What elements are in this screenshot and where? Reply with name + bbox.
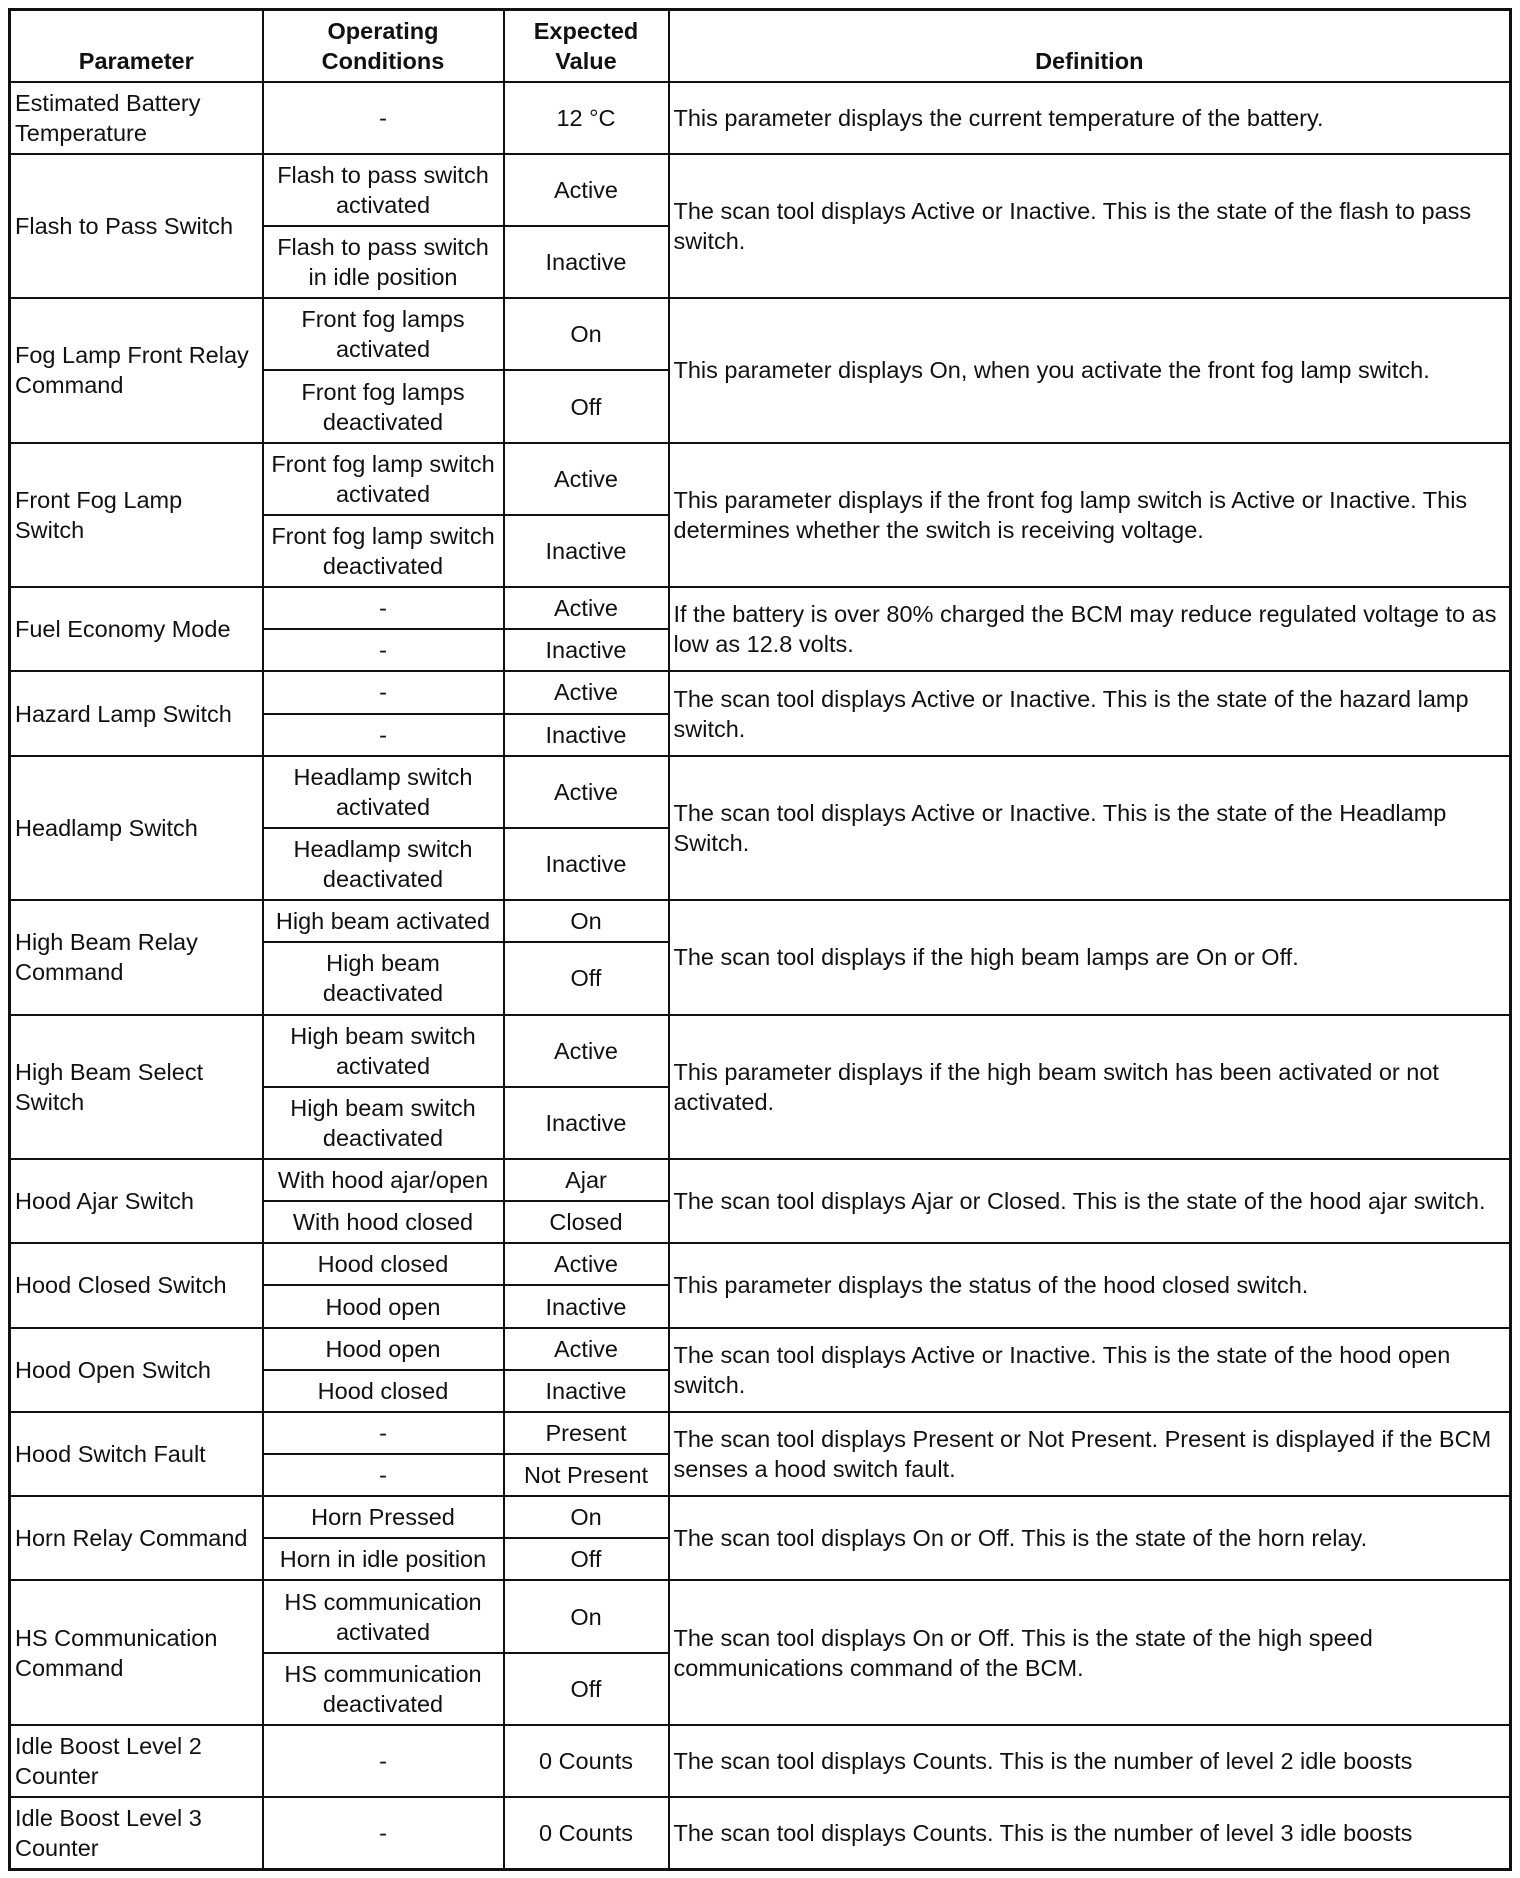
parameter-cell: HS Communication Command (10, 1580, 263, 1724)
table-row (10, 900, 1511, 942)
expected-value-cell: Active (504, 671, 669, 713)
expected-value-cell: Off (504, 942, 669, 1014)
definition-cell: The scan tool displays Counts. This is the number of level 3 idle boosts (669, 1797, 1511, 1869)
operating-condition-cell: - (263, 1412, 504, 1454)
operating-condition-cell: High beam switch activated (263, 1015, 504, 1087)
parameter-cell: Hood Closed Switch (10, 1243, 263, 1327)
expected-value-cell: Active (504, 154, 669, 226)
parameter-cell: Hood Switch Fault (10, 1412, 263, 1496)
table-row (10, 443, 1511, 515)
parameter-cell: Headlamp Switch (10, 756, 263, 900)
expected-value-cell: Ajar (504, 1159, 669, 1201)
parameter-cell: Front Fog Lamp Switch (10, 443, 263, 587)
operating-condition-cell: Hood closed (263, 1370, 504, 1412)
expected-value-cell: Inactive (504, 515, 669, 587)
table-row (10, 154, 1511, 226)
operating-condition-cell: Hood closed (263, 1243, 504, 1285)
table-body (10, 82, 1511, 1870)
table-row (10, 671, 1511, 713)
operating-condition-cell: High beam deactivated (263, 942, 504, 1014)
table-row (10, 1015, 1511, 1087)
parameter-cell: Hazard Lamp Switch (10, 671, 263, 755)
expected-value-cell: Active (504, 1015, 669, 1087)
operating-condition-cell: Headlamp switch deactivated (263, 828, 504, 900)
expected-value-cell: 12 °C (504, 82, 669, 154)
operating-condition-cell: Front fog lamps deactivated (263, 370, 504, 442)
definition-cell: The scan tool displays Ajar or Closed. This is the state of the hood ajar switch. (669, 1159, 1511, 1243)
definition-cell: The scan tool displays Counts. This is the number of level 2 idle boosts (669, 1725, 1511, 1797)
operating-condition-cell: Hood open (263, 1328, 504, 1370)
operating-condition-cell: Front fog lamps activated (263, 298, 504, 370)
operating-condition-cell: Hood open (263, 1285, 504, 1327)
table-row (10, 1328, 1511, 1370)
table-header-row (10, 10, 1511, 82)
operating-condition-cell: With hood closed (263, 1201, 504, 1243)
expected-value-cell: Active (504, 1243, 669, 1285)
parameter-cell: Fuel Economy Mode (10, 587, 263, 671)
operating-condition-cell: - (263, 1725, 504, 1797)
parameter-cell: Hood Ajar Switch (10, 1159, 263, 1243)
table-row (10, 1725, 1511, 1797)
table-row (10, 756, 1511, 828)
definition-cell: This parameter displays the status of the hood closed switch. (669, 1243, 1511, 1327)
expected-value-cell: Inactive (504, 1285, 669, 1327)
header-expected-value: Expected Value (504, 10, 669, 82)
expected-value-cell: Present (504, 1412, 669, 1454)
definition-cell: The scan tool displays if the high beam lamps are On or Off. (669, 900, 1511, 1014)
table-row (10, 1797, 1511, 1869)
expected-value-cell: On (504, 1496, 669, 1538)
table-row (10, 1159, 1511, 1201)
operating-condition-cell: - (263, 82, 504, 154)
parameter-cell: Horn Relay Command (10, 1496, 263, 1580)
parameter-cell: Idle Boost Level 2 Counter (10, 1725, 263, 1797)
expected-value-cell: Not Present (504, 1454, 669, 1496)
parameter-cell: Idle Boost Level 3 Counter (10, 1797, 263, 1869)
expected-value-cell: Inactive (504, 226, 669, 298)
table-row (10, 587, 1511, 629)
operating-condition-cell: With hood ajar/open (263, 1159, 504, 1201)
expected-value-cell: Inactive (504, 1087, 669, 1159)
operating-condition-cell: High beam activated (263, 900, 504, 942)
operating-condition-cell: HS communication deactivated (263, 1653, 504, 1725)
parameter-cell: Estimated Battery Temperature (10, 82, 263, 154)
operating-condition-cell: Front fog lamp switch activated (263, 443, 504, 515)
operating-condition-cell: Horn Pressed (263, 1496, 504, 1538)
operating-condition-cell: Headlamp switch activated (263, 756, 504, 828)
header-operating-conditions: Operating Conditions (263, 10, 504, 82)
expected-value-cell: Off (504, 1538, 669, 1580)
expected-value-cell: Active (504, 756, 669, 828)
expected-value-cell: Inactive (504, 629, 669, 671)
expected-value-cell: Closed (504, 1201, 669, 1243)
operating-condition-cell: - (263, 1454, 504, 1496)
definition-cell: If the battery is over 80% charged the BCM may reduce regulated voltage to as low as 12.8 volts. (669, 587, 1511, 671)
table-row (10, 298, 1511, 370)
operating-condition-cell: - (263, 671, 504, 713)
expected-value-cell: Inactive (504, 1370, 669, 1412)
parameter-cell: Hood Open Switch (10, 1328, 263, 1412)
definition-cell: This parameter displays the current temperature of the battery. (669, 82, 1511, 154)
operating-condition-cell: Horn in idle position (263, 1538, 504, 1580)
expected-value-cell: On (504, 1580, 669, 1652)
header-parameter: Parameter (10, 10, 263, 82)
parameter-cell: Flash to Pass Switch (10, 154, 263, 298)
parameter-table (8, 8, 1512, 1871)
definition-cell: The scan tool displays Active or Inactive. This is the state of the flash to pass switch. (669, 154, 1511, 298)
definition-cell: This parameter displays if the front fog lamp switch is Active or Inactive. This determines whether the switch is receiving voltage. (669, 443, 1511, 587)
table-row (10, 1243, 1511, 1285)
expected-value-cell: Active (504, 587, 669, 629)
expected-value-cell: Off (504, 370, 669, 442)
operating-condition-cell: HS communication activated (263, 1580, 504, 1652)
expected-value-cell: Off (504, 1653, 669, 1725)
operating-condition-cell: - (263, 629, 504, 671)
table-row (10, 82, 1511, 154)
operating-condition-cell: Flash to pass switch in idle position (263, 226, 504, 298)
definition-cell: This parameter displays if the high beam switch has been activated or not activated. (669, 1015, 1511, 1159)
definition-cell: The scan tool displays On or Off. This is the state of the horn relay. (669, 1496, 1511, 1580)
expected-value-cell: On (504, 900, 669, 942)
expected-value-cell: 0 Counts (504, 1797, 669, 1869)
parameter-cell: High Beam Relay Command (10, 900, 263, 1014)
operating-condition-cell: - (263, 714, 504, 756)
definition-cell: The scan tool displays Active or Inactive. This is the state of the hood open switch. (669, 1328, 1511, 1412)
operating-condition-cell: High beam switch deactivated (263, 1087, 504, 1159)
header-definition: Definition (669, 10, 1511, 82)
expected-value-cell: On (504, 298, 669, 370)
operating-condition-cell: - (263, 1797, 504, 1869)
definition-cell: The scan tool displays Active or Inactive. This is the state of the hazard lamp switch. (669, 671, 1511, 755)
parameter-cell: High Beam Select Switch (10, 1015, 263, 1159)
definition-cell: The scan tool displays Active or Inactive. This is the state of the Headlamp Switch. (669, 756, 1511, 900)
definition-cell: The scan tool displays On or Off. This is the state of the high speed communications command of the BCM. (669, 1580, 1511, 1724)
expected-value-cell: Inactive (504, 714, 669, 756)
operating-condition-cell: Front fog lamp switch deactivated (263, 515, 504, 587)
table-row (10, 1412, 1511, 1454)
definition-cell: This parameter displays On, when you activate the front fog lamp switch. (669, 298, 1511, 442)
expected-value-cell: 0 Counts (504, 1725, 669, 1797)
table-row (10, 1580, 1511, 1652)
operating-condition-cell: - (263, 587, 504, 629)
parameter-cell: Fog Lamp Front Relay Command (10, 298, 263, 442)
definition-cell: The scan tool displays Present or Not Present. Present is displayed if the BCM senses a hood switch fault. (669, 1412, 1511, 1496)
operating-condition-cell: Flash to pass switch activated (263, 154, 504, 226)
table-row (10, 1496, 1511, 1538)
expected-value-cell: Inactive (504, 828, 669, 900)
expected-value-cell: Active (504, 443, 669, 515)
expected-value-cell: Active (504, 1328, 669, 1370)
